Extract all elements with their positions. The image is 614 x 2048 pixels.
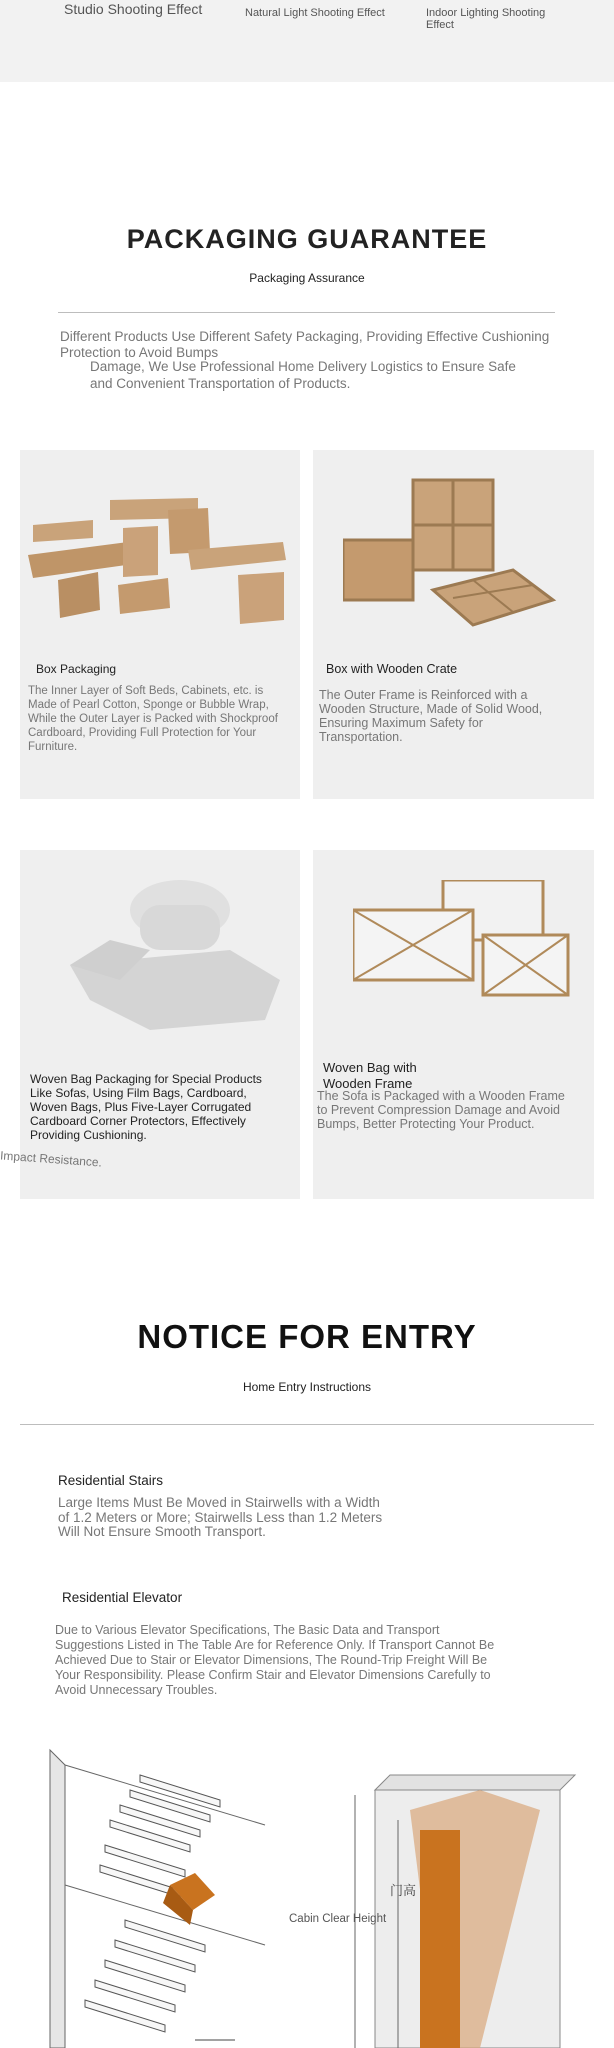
card-woven-bag-wooden-frame <box>313 850 594 1199</box>
entry-title: NOTICE FOR ENTRY <box>137 1318 477 1355</box>
top-nav-studio[interactable]: Studio Shooting Effect <box>64 1 203 17</box>
card-wooden-crate-desc: The Outer Frame is Reinforced with a Wooden Structure, Made of Solid Wood, Ensuring Maximum Safety for Transportation. <box>319 688 543 744</box>
card-woven-bag-wooden-frame-desc: The Sofa is Packaged with a Wooden Frame to Prevent Compression Damage and Avoid Bumps, Better Protecting Your Product. <box>317 1089 565 1131</box>
elevator-desc: Due to Various Elevator Specifications, The Basic Data and Transport Suggestions Listed in The Table Are for Reference Only. If Transport Cannot Be Achieved Due to Stair or Elevator Dimensions, The Round-Trip Freight Will Be Your Responsibility. Please Confirm Stair and Elevator Dimensions Carefully to Avoid Unnecessary Troubles. <box>55 1623 495 1697</box>
card-woven-bag-overflow-text: Impact Resistance. <box>0 1148 103 1170</box>
packaging-divider <box>58 312 555 313</box>
card-woven-bag-desc: Woven Bag Packaging for Special Products Like Sofas, Using Film Bags, Cardboard, Woven Bags, Plus Five-Layer Corrugated Cardboard Corner Protectors, Effectively Providing Cushioning. <box>30 1072 262 1142</box>
packaging-subtitle: Packaging Assurance <box>249 271 365 285</box>
packaging-intro-2: Damage, We Use Professional Home Delivery Logistics to Ensure Safe and Convenient Transportation of Products. <box>90 359 516 391</box>
woven-bag-sofa-image <box>50 870 290 1030</box>
packaging-title: PACKAGING GUARANTEE <box>126 224 488 254</box>
card-woven-bag-wooden-frame-title: Woven Bag with Wooden Frame <box>323 1060 417 1091</box>
card-wooden-crate-title: Box with Wooden Crate <box>326 662 458 676</box>
wooden-crate-image <box>343 470 563 640</box>
elevator-title: Residential Elevator <box>62 1590 183 1605</box>
top-nav-indoor-lighting[interactable]: Indoor Lighting Shooting Effect <box>426 7 546 32</box>
card-wooden-crate <box>313 450 594 799</box>
elevator-illustration <box>350 1770 580 2048</box>
stairs-desc: Large Items Must Be Moved in Stairwells with a Width of 1.2 Meters or More; Stairwells Less than 1.2 Meters Will Not Ensure Smooth Transport. <box>58 1495 383 1539</box>
cardboard-boxes-image <box>28 480 292 640</box>
card-box-packaging <box>20 450 300 799</box>
cabin-clear-height-label: Cabin Clear Height <box>289 1913 387 1925</box>
stairs-title: Residential Stairs <box>58 1473 164 1488</box>
entry-subtitle: Home Entry Instructions <box>242 1380 372 1394</box>
wooden-frame-sofa-image <box>353 880 573 1030</box>
card-box-packaging-desc: The Inner Layer of Soft Beds, Cabinets, etc. is Made of Pearl Cotton, Sponge or Bubble Wrap, While the Outer Layer is Packed with Shockproof Cardboard, Providing Full Protection for Your Furniture. <box>28 685 278 753</box>
top-nav-natural-light[interactable]: Natural Light Shooting Effect <box>245 7 385 19</box>
card-box-packaging-title: Box Packaging <box>36 662 117 676</box>
door-height-label: 门高 <box>390 1883 417 1898</box>
packaging-intro-1: Different Products Use Different Safety Packaging, Providing Effective Cushioning Protection to Avoid Bumps <box>60 329 550 360</box>
card-woven-bag <box>20 850 300 1199</box>
entry-divider <box>20 1424 594 1425</box>
staircase-illustration <box>45 1745 270 2048</box>
